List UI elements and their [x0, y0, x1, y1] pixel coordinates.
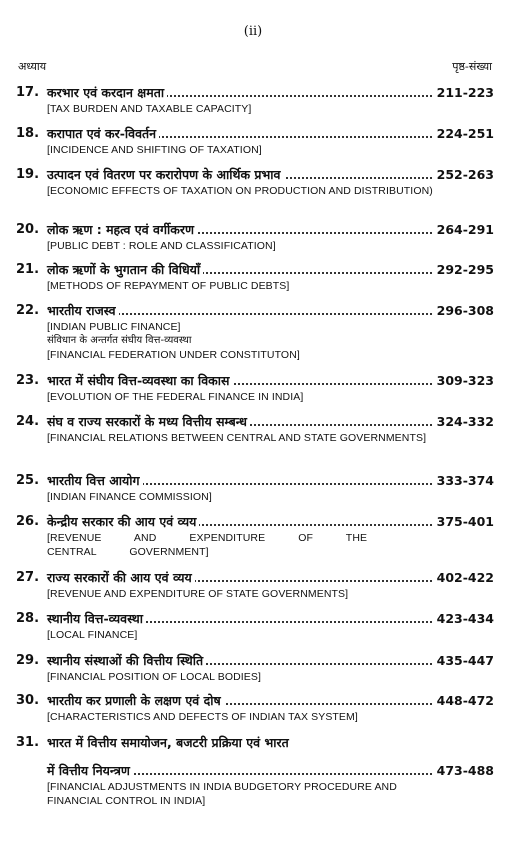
page-range: 402-422 — [434, 569, 494, 587]
chapter-subtitle: [ECONOMIC EFFECTS OF TAXATION ON PRODUCTION AND DISTRIBUTION) — [47, 185, 433, 197]
page-range: 296-308 — [434, 302, 494, 320]
chapter-title: संघ व राज्य सरकारों के मध्य वित्तीय सम्बन्ध — [47, 413, 250, 431]
chapter-column-header: अध्याय — [18, 60, 47, 73]
toc-entry — [16, 221, 494, 253]
chapter-number: 22. — [16, 303, 40, 318]
page-range: 309-323 — [434, 372, 494, 390]
chapter-subtitle: [TAX BURDEN AND TAXABLE CAPACITY] — [47, 103, 252, 115]
page-range: 375-401 — [434, 513, 494, 531]
toc-entry — [16, 372, 494, 404]
chapter-number: 19. — [16, 167, 40, 182]
chapter-title: स्थानीय संस्थाओं की वित्तीय स्थिति — [47, 652, 206, 670]
chapter-subtitle: [EVOLUTION OF THE FEDERAL FINANCE IN INDIA] — [47, 391, 304, 403]
chapter-subtitle: [FINANCIAL RELATIONS BETWEEN CENTRAL AND STATE GOVERNMENTS] — [47, 432, 427, 444]
chapter-title: भारतीय राजस्व — [47, 302, 119, 320]
chapter-title: भारतीय वित्त आयोग — [47, 472, 143, 490]
chapter-title: स्थानीय वित्त-व्यवस्था — [47, 610, 146, 628]
chapter-title-continued: में वित्तीय नियन्त्रण — [47, 762, 133, 780]
toc-entry — [16, 734, 494, 808]
chapter-subtitle: [REVENUE AND EXPENDITURE OF STATE GOVERNMENTS] — [47, 588, 349, 600]
chapter-subtitle: [FINANCIAL POSITION OF LOCAL BODIES] — [47, 671, 262, 683]
chapter-subtitle: [INDIAN PUBLIC FINANCE] — [47, 321, 181, 333]
chapter-title: भारत में संघीय वित्त-व्यवस्था का विकास — [47, 372, 232, 390]
chapter-title: भारत में वित्तीय समायोजन, बजटरी प्रक्रिया एवं भारत — [47, 734, 292, 752]
page-range: 224-251 — [434, 125, 494, 143]
chapter-title: राज्य सरकारों की आय एवं व्यय — [47, 569, 195, 587]
page-range: 264-291 — [434, 221, 494, 239]
chapter-subtitle: [REVENUE AND EXPENDITURE OF THE CENTRAL GOVERNMENT] — [47, 532, 368, 558]
toc-entry — [16, 610, 494, 642]
chapter-number: 27. — [16, 570, 40, 585]
page-number: (ii) — [243, 24, 263, 39]
chapter-subtitle: [INDIAN FINANCE COMMISSION] — [47, 491, 212, 503]
toc-entry — [16, 166, 494, 198]
toc-entry — [16, 692, 494, 724]
chapter-title: करापात एवं कर-विवर्तन — [47, 125, 159, 143]
toc-entry — [16, 125, 494, 157]
chapter-title: भारतीय कर प्रणाली के लक्षण एवं दोष — [47, 692, 224, 710]
page-range: 252-263 — [434, 166, 494, 184]
page-range: 292-295 — [434, 261, 494, 279]
chapter-title: करभार एवं करदान क्षमता — [47, 84, 167, 102]
chapter-subtitle-secondary: [FINANCIAL FEDERATION UNDER CONSTITUTON] — [47, 349, 300, 361]
chapter-subtitle: [CHARACTERISTICS AND DEFECTS OF INDIAN TAX SYSTEM] — [47, 711, 358, 723]
toc-entry — [16, 652, 494, 684]
chapter-number: 30. — [16, 693, 40, 708]
chapter-title: केन्द्रीय सरकार की आय एवं व्यय — [47, 513, 199, 531]
page-range: 211-223 — [434, 84, 494, 102]
chapter-number: 17. — [16, 85, 40, 100]
chapter-subtitle: [FINANCIAL ADJUSTMENTS IN INDIA BUDGETORY PROCEDURE AND FINANCIAL CONTROL IN INDIA] — [47, 781, 397, 807]
toc-entry — [16, 84, 494, 116]
chapter-number: 29. — [16, 653, 40, 668]
toc-entry — [16, 513, 494, 559]
chapter-number: 31. — [16, 735, 40, 750]
chapter-number: 25. — [16, 473, 40, 488]
chapter-subtitle: [PUBLIC DEBT : ROLE AND CLASSIFICATION] — [47, 240, 276, 252]
chapter-subtitle: [INCIDENCE AND SHIFTING OF TAXATION] — [47, 144, 262, 156]
chapter-subtitle-hindi: संविधान के अन्तर्गत संघीय वित्त-व्यवस्था — [47, 335, 192, 346]
chapter-number: 23. — [16, 373, 40, 388]
chapter-number: 28. — [16, 611, 40, 626]
chapter-number: 24. — [16, 414, 40, 429]
toc-entry — [16, 413, 494, 445]
toc-entry — [16, 569, 494, 601]
toc-entry — [16, 472, 494, 504]
page-range: 324-332 — [434, 413, 494, 431]
page-range: 333-374 — [434, 472, 494, 490]
toc-entry — [16, 302, 494, 362]
page-range: 423-434 — [434, 610, 494, 628]
chapter-title: लोक ऋण : महत्व एवं वर्गीकरण — [47, 221, 197, 239]
page-range: 473-488 — [434, 762, 494, 780]
chapter-number: 21. — [16, 262, 40, 277]
toc-entry — [16, 261, 494, 293]
chapter-subtitle: [METHODS OF REPAYMENT OF PUBLIC DEBTS] — [47, 280, 290, 292]
chapter-subtitle: [LOCAL FINANCE] — [47, 629, 138, 641]
page-range: 448-472 — [434, 692, 494, 710]
chapter-title: लोक ऋणों के भुगतान की विधियाँ — [47, 261, 203, 279]
chapter-number: 18. — [16, 126, 40, 141]
page-range: 435-447 — [434, 652, 494, 670]
page-column-header: पृष्ठ-संख्या — [452, 60, 492, 73]
chapter-number: 20. — [16, 222, 40, 237]
chapter-number: 26. — [16, 514, 40, 529]
chapter-title: उत्पादन एवं वितरण पर करारोपण के आर्थिक प्रभाव — [47, 166, 284, 184]
